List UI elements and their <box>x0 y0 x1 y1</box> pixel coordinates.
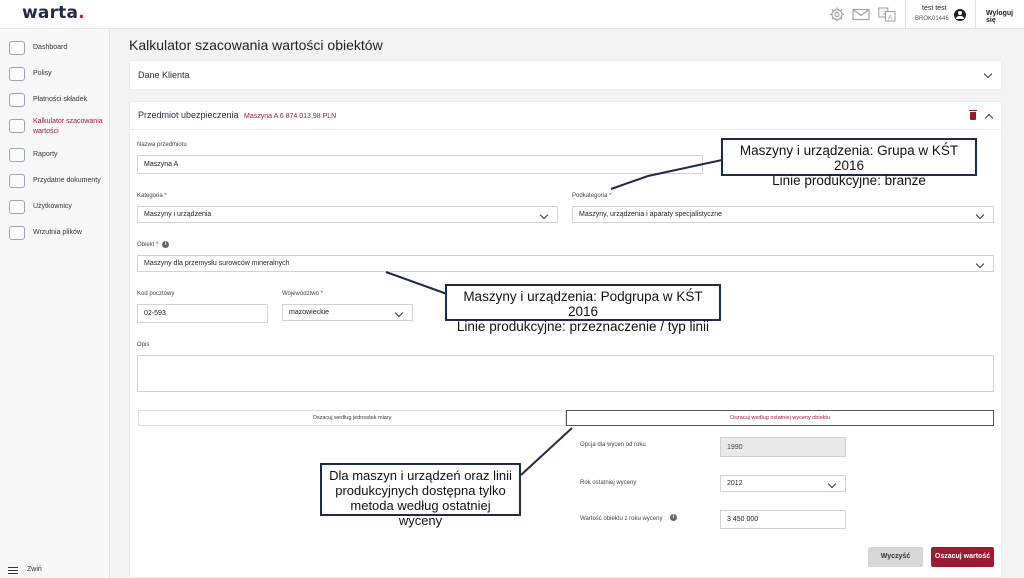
logout-link[interactable]: Wyloguj się <box>986 10 1014 24</box>
top-header <box>0 0 1024 29</box>
category-label: Kategoria * <box>137 193 167 199</box>
object-select[interactable] <box>137 255 994 272</box>
postal-code-input[interactable] <box>137 304 268 323</box>
postal-code-value: 02-593 <box>144 310 166 317</box>
tab-units-of-measure[interactable]: Oszacuj według jednostek miary <box>138 410 566 426</box>
dashboard-icon <box>9 41 25 55</box>
callout-line: Maszyny i urządzenia: Podgrupa w KŚT 2016 <box>463 289 703 319</box>
users-icon <box>9 200 25 214</box>
trash-icon[interactable] <box>970 112 976 120</box>
last-valuation-year-value: 2012 <box>727 480 743 487</box>
subcategory-label: Podkategoria * <box>572 193 612 199</box>
object-value-value: 3 450 000 <box>727 516 759 523</box>
subject-amount: Maszyna A 6 874 013,98 PLN <box>244 113 337 120</box>
sidebar-item-documents[interactable] <box>0 171 110 193</box>
page-title: Kalkulator szacowania wartości obiektów <box>129 37 383 53</box>
payments-icon <box>9 93 25 107</box>
warta-logo[interactable]: warta. <box>22 3 85 23</box>
last-valuation-year-select[interactable] <box>720 475 846 492</box>
tab-last-valuation[interactable]: Oszacuj według ostatniej wyceny obiektu <box>566 410 994 426</box>
category-select[interactable] <box>137 206 558 223</box>
sidebar-item-users[interactable] <box>0 197 110 219</box>
voivodeship-label: Województwo * <box>282 291 323 297</box>
menu-icon <box>8 567 18 574</box>
panel-title: Przedmiot ubezpieczenia <box>138 110 239 120</box>
sidebar-item-label: Dashboard <box>33 44 68 51</box>
settings-icon[interactable] <box>828 7 846 22</box>
subcategory-select[interactable] <box>572 206 994 223</box>
sidebar-item-reports[interactable] <box>0 145 110 167</box>
callout-line: produkcyjnych dostępna tylko <box>335 483 506 498</box>
valuation-option-label: Opcja dla wycen od roku <box>580 442 646 448</box>
category-value: Maszyny i urządzenia <box>144 211 212 218</box>
callout-line: Dla maszyn i urządzeń oraz linii <box>329 468 512 483</box>
chevron-up-icon[interactable] <box>985 114 993 122</box>
sidebar-item-label: Wrzutnia plików <box>33 229 82 236</box>
valuation-option-field <box>720 437 846 457</box>
clear-button[interactable]: Wyczyść <box>868 547 923 567</box>
collapse-label: Zwiń <box>27 566 42 573</box>
chevron-down-icon <box>395 309 403 317</box>
documents-icon <box>9 174 25 188</box>
sidebar-item-label: Przydatne dokumenty <box>33 177 101 184</box>
sidebar-item-polisy[interactable] <box>0 64 110 86</box>
translate-icon[interactable] <box>878 7 896 22</box>
name-label: Nazwa przedmiotu <box>137 142 187 148</box>
sidebar-item-payments[interactable] <box>0 90 110 112</box>
callout-line: Linie produkcyjne: branże <box>772 173 926 188</box>
chevron-down-icon <box>828 480 836 488</box>
panel-title: Dane Klienta <box>138 70 190 80</box>
header-separator <box>905 0 906 29</box>
object-value-input[interactable] <box>720 510 846 529</box>
estimate-value-button[interactable]: Oszacuj wartość <box>931 547 994 567</box>
sidebar-item-label: Kalkulator szacowania wartości <box>33 118 103 135</box>
sidebar <box>0 29 110 578</box>
sidebar-item-label: Użytkownicy <box>33 203 72 210</box>
name-value: Maszyna A <box>144 161 179 168</box>
subcategory-value: Maszyny, urządzenia i aparaty specjalistyczne <box>579 211 723 218</box>
upload-icon <box>9 226 25 240</box>
collapse-sidebar-button[interactable] <box>8 565 68 577</box>
chevron-down-icon[interactable] <box>984 70 992 78</box>
divider <box>130 129 1001 130</box>
svg-text:文: 文 <box>881 11 888 17</box>
callout-line: Maszyny i urządzenia: Grupa w KŚT 2016 <box>739 143 959 173</box>
object-value: Maszyny dla przemysłu surowców mineralnych <box>144 260 290 267</box>
info-icon[interactable]: i <box>670 514 677 521</box>
sidebar-item-label: Płatności składek <box>33 96 88 103</box>
callout-group-annotation <box>721 138 977 188</box>
last-valuation-year-label: Rok ostatniej wyceny <box>580 480 637 486</box>
voivodeship-select[interactable] <box>282 304 413 321</box>
postal-code-label: Kod pocztowy <box>137 291 175 297</box>
object-value-label: Wartość obiektu z roku wyceny <box>580 516 663 522</box>
client-data-panel[interactable] <box>129 60 1002 90</box>
reports-icon <box>9 148 25 162</box>
sidebar-item-upload[interactable] <box>0 223 110 245</box>
mail-icon[interactable] <box>852 7 870 22</box>
valuation-option-value: 1990 <box>727 443 743 451</box>
object-label: Obiekt * <box>137 242 159 248</box>
callout-method-annotation <box>320 463 521 528</box>
voivodeship-value: mazowieckie <box>289 309 330 316</box>
calculator-icon <box>9 119 25 133</box>
user-id: BROK01446 <box>915 16 949 22</box>
info-icon[interactable]: i <box>162 241 169 248</box>
chevron-down-icon <box>976 260 984 268</box>
callout-line: metoda według ostatniej wyceny <box>350 498 491 528</box>
sidebar-item-label: Polisy <box>33 70 52 77</box>
chevron-down-icon <box>976 211 984 219</box>
name-input[interactable] <box>137 155 703 174</box>
sidebar-item-calculator[interactable] <box>0 115 110 141</box>
sidebar-item-label: Raporty <box>33 151 58 158</box>
header-separator <box>975 0 976 29</box>
description-textarea[interactable] <box>137 355 994 392</box>
user-avatar-icon[interactable] <box>954 9 966 21</box>
callout-line: Linie produkcyjne: przeznaczenie / typ linii <box>456 319 710 334</box>
sidebar-item-dashboard[interactable] <box>0 38 110 60</box>
svg-text:A: A <box>888 14 893 22</box>
policy-icon <box>9 67 25 81</box>
description-label: Opis <box>137 342 150 348</box>
user-name: test test <box>922 5 947 12</box>
callout-subgroup-annotation <box>445 284 721 334</box>
chevron-down-icon <box>540 211 548 219</box>
